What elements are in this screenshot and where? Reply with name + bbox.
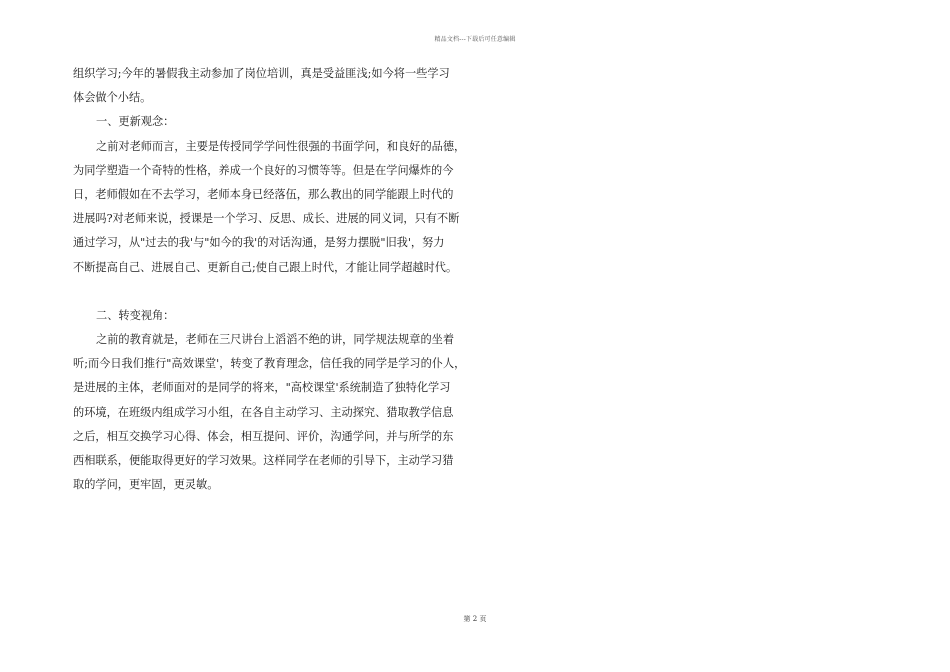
text-line: 之前的教育就是，老师在三尺讲台上滔滔不绝的讲，同学规法规章的坐着 — [96, 333, 455, 347]
text-line: 通过学习，从"过去的我'与"如今的我'的对话沟通，是努力摆脱"旧我'，努力 — [73, 236, 445, 250]
text-line: 进展吗?对老师来说，授课是一个学习、反思、成长、进展的同义词，只有不断 — [73, 212, 460, 226]
section-heading: 一、更新观念： — [96, 115, 175, 129]
document-body — [73, 62, 473, 497]
paragraph-spacer — [73, 280, 473, 304]
page-number: 第 2 页 — [463, 615, 487, 623]
text-line: 听;而今日我们推行"高效课堂'，转变了教育理念，信任我的同学是学习的仆人， — [73, 357, 466, 371]
text-line: 不断提高自己、进展自己、更新自己;使自己跟上时代，才能让同学超越时代。 — [73, 260, 458, 274]
text-line: 体会做个小结。 — [73, 91, 152, 105]
text-line: 西相联系，便能取得更好的学习效果。这样同学在老师的引导下，主动学习猎 — [73, 454, 454, 467]
text-line: 组织学习;今年的暑假我主动参加了岗位培训，真是受益匪浅;如今将一些学习 — [73, 67, 450, 80]
page-header: 精品文档---下载后可任意编辑 — [434, 36, 516, 43]
text-line: 之后，相互交换学习心得、体会，相互提问、评价，沟通学问，并与所学的东 — [73, 429, 454, 443]
text-line: 为同学塑造一个奇特的性格，养成一个良好的习惯等等。但是在学问爆炸的今 — [73, 163, 454, 177]
text-line: 日，老师假如在不去学习，老师本身已经落伍，那么教出的同学能跟上时代的 — [73, 187, 454, 201]
section-heading: 二、转变视角： — [96, 308, 175, 322]
text-line: 之前对老师而言，主要是传授同学学问性很强的书面学问，和良好的品德， — [96, 139, 466, 153]
text-line: 的环境，在班级内组成学习小组，在各自主动学习、主动探究、猎取教学信息 — [73, 405, 454, 419]
text-line: 是进展的主体，老师面对的是同学的将来，"高校课堂'系统制造了独特化学习 — [73, 381, 451, 395]
text-line: 取的学问，更牢固，更灵敏。 — [73, 478, 219, 492]
